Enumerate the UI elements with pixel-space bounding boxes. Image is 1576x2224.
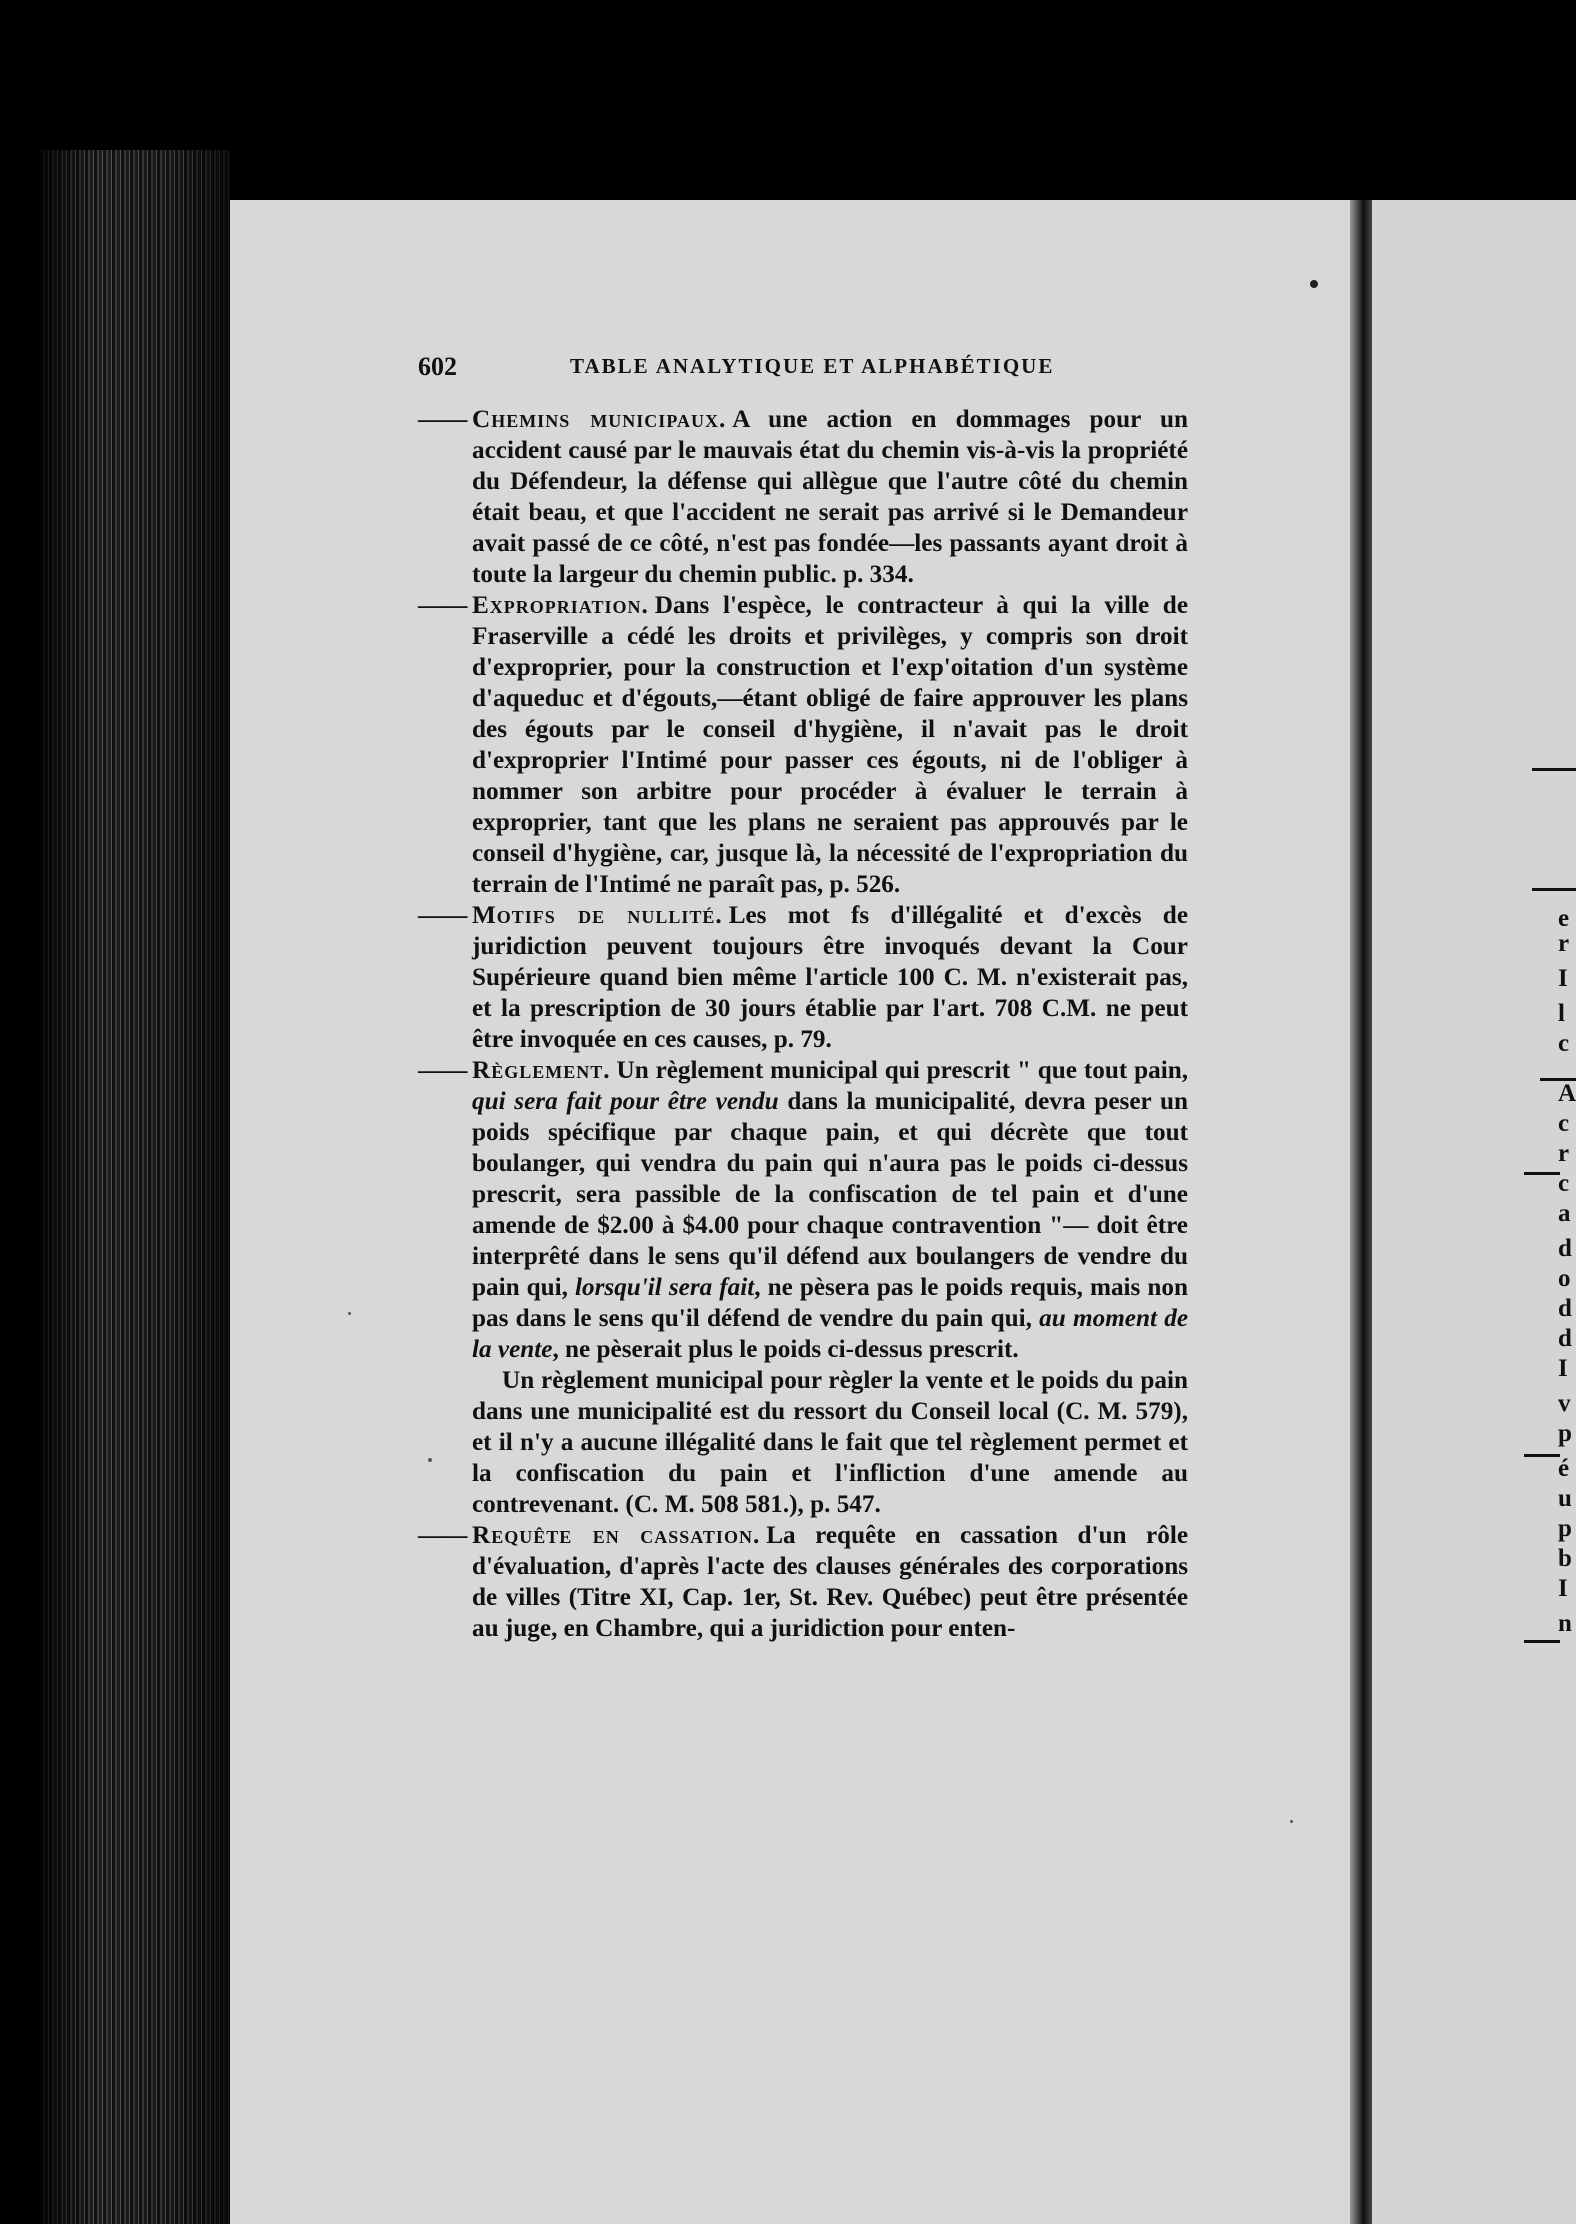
entry-text: Les mot fs d'illégalité et d'excès de juridiction peuvent toujours être invoqués devant la Cour Supérieure quand bien même l'article 100 C. M. n'existerait pas, et la prescription de 30 jours établie par l'art. 708 C.M. ne peut être invoquée en ces causes, p. 79. bbox=[472, 902, 1188, 1053]
facing-page-fragment: p bbox=[1558, 1420, 1572, 1447]
index-entry-requete-en-cassation bbox=[418, 1520, 1188, 1644]
index-entry-chemins-municipaux bbox=[418, 404, 1188, 590]
facing-dash bbox=[1524, 1454, 1560, 1457]
facing-page-fragment: r bbox=[1558, 930, 1570, 957]
facing-page-fragment: é bbox=[1558, 1455, 1570, 1482]
facing-page-fragment: o bbox=[1558, 1265, 1571, 1292]
facing-page-fragment: c bbox=[1558, 1110, 1570, 1137]
facing-page-fragment: r bbox=[1558, 1140, 1570, 1167]
facing-page-fragment: I bbox=[1558, 1355, 1568, 1382]
index-entry-reglement bbox=[418, 1055, 1188, 1365]
facing-page-fragment: c bbox=[1558, 1170, 1570, 1197]
entry-heading: Règlement. bbox=[472, 1057, 611, 1084]
entry-heading: Motifs de nullité. bbox=[472, 902, 723, 929]
facing-dash bbox=[1524, 1640, 1560, 1643]
facing-page-fragment: n bbox=[1558, 1610, 1572, 1637]
print-speck bbox=[348, 1312, 351, 1315]
facing-page-fragment: c bbox=[1558, 1030, 1570, 1057]
book-gutter bbox=[1350, 200, 1372, 2224]
entry-dash: —— bbox=[418, 592, 467, 619]
facing-page-fragment: b bbox=[1558, 1545, 1572, 1572]
page-header bbox=[418, 352, 1178, 392]
entry-text: , ne pèserait plus le poids ci-dessus prescrit. bbox=[552, 1336, 1019, 1363]
entry-text: Un règlement municipal qui prescrit " que tout pain, bbox=[616, 1057, 1188, 1084]
entry-text: dans la municipalité, devra peser un poids spécifique par chaque pain, et qui décrète que tout boulanger, qui vendra du pain qui n'aura pas le poids ci-dessus prescrit, sera passible de la confiscation de tel pain et d'une amende de $2.00 à $4.00 pour chaque contravention "— doit être interprêté dans le sens qu'il défend aux boulangers de vendre du pain qui, bbox=[472, 1088, 1188, 1301]
entry-heading: Chemins municipaux. bbox=[472, 406, 727, 433]
facing-page-fragment: A bbox=[1558, 1080, 1576, 1107]
facing-page-fragment: d bbox=[1558, 1325, 1572, 1352]
index-entry-expropriation bbox=[418, 590, 1188, 900]
facing-page-fragment: a bbox=[1558, 1200, 1571, 1227]
page-number: 602 bbox=[418, 352, 457, 381]
entry-text: A une action en dommages pour un accident causé par le mauvais état du chemin vis-à-vis la propriété du Défendeur, la défense qui allègue que l'autre côté du chemin était beau, et que l'accident ne serait pas arrivé si le Demandeur avait passé de ce côté, n'est pas fondée—les passants ayant droit à toute la largeur du chemin public. p. 334. bbox=[472, 406, 1188, 588]
book-page-edges bbox=[40, 150, 230, 2224]
facing-dash bbox=[1532, 888, 1576, 891]
entry-text: La requête en cassation d'un rôle d'évaluation, d'après l'acte des clauses générales des corporations de villes (Titre XI, Cap. 1er, St. Rev. Québec) peut être présentée au juge, en Chambre, qui a juridiction pour enten- bbox=[472, 1522, 1188, 1642]
entry-heading: Expropriation. bbox=[472, 592, 649, 619]
facing-page-fragment: I bbox=[1558, 1575, 1568, 1602]
entry-dash: —— bbox=[418, 902, 467, 929]
entry-dash: —— bbox=[418, 1522, 467, 1549]
facing-page-fragment: e bbox=[1558, 905, 1570, 932]
facing-page-text-fragments bbox=[1520, 0, 1576, 2224]
entry-continuation-paragraph: Un règlement municipal pour règler la vente et le poids du pain dans une municipalité est du ressort du Conseil local (C. M. 579), et il n'y a aucune illégalité dans le fait que tel règlement permet et la confiscation du pain et l'infliction d'une amende au contrevenant. (C. M. 508 581.), p. 547. bbox=[472, 1367, 1188, 1518]
print-speck bbox=[1290, 1820, 1293, 1823]
index-entry-motifs-de-nullite bbox=[418, 900, 1188, 1055]
entry-text: Dans l'espèce, le contracteur à qui la ville de Fraserville a cédé les droits et privilèges, y compris son droit d'exproprier, pour la construction et l'exp'oitation d'un système d'aqueduc et d'égouts,—étant obligé de faire approuver les plans des égouts par le conseil d'hygiène, il n'avait pas le droit d'exproprier l'Intimé pour passer ces égouts, ni de l'obliger à nommer son arbitre pour procéder à évaluer le terrain à exproprier, tant que les plans ne seraient pas approuvés par le conseil d'hygiène, car, jusque là, la nécessité de l'expropriation du terrain de l'Intimé ne paraît pas, p. 526. bbox=[472, 592, 1188, 898]
entry-italic-text: lorsqu'il sera fait bbox=[575, 1274, 755, 1301]
entry-dash: —— bbox=[418, 406, 467, 433]
facing-page-fragment: v bbox=[1558, 1390, 1571, 1417]
facing-dash bbox=[1532, 768, 1576, 771]
facing-page-fragment: p bbox=[1558, 1515, 1572, 1542]
facing-dash bbox=[1524, 1172, 1560, 1175]
facing-page-fragment: u bbox=[1558, 1485, 1572, 1512]
index-entries bbox=[418, 404, 1188, 1644]
print-speck bbox=[428, 1458, 432, 1462]
facing-page-fragment: d bbox=[1558, 1295, 1572, 1322]
entry-text: , ne pèsera pas le poids requis, mais non pas dans le sens qu'il défend de vendre du pain qui, bbox=[472, 1274, 1189, 1332]
facing-page-fragment: l bbox=[1558, 1000, 1565, 1027]
entry-heading: Requête en cassation. bbox=[472, 1522, 761, 1549]
running-title: TABLE ANALYTIQUE ET ALPHABÉTIQUE bbox=[570, 354, 1055, 378]
entry-italic-text: qui sera fait pour être vendu bbox=[472, 1088, 779, 1115]
print-speck bbox=[1310, 280, 1318, 288]
facing-page-fragment: d bbox=[1558, 1235, 1572, 1262]
entry-dash: —— bbox=[418, 1057, 467, 1084]
entry-italic-text: au moment de la vente bbox=[472, 1305, 1188, 1363]
facing-page-fragment: I bbox=[1558, 965, 1568, 992]
